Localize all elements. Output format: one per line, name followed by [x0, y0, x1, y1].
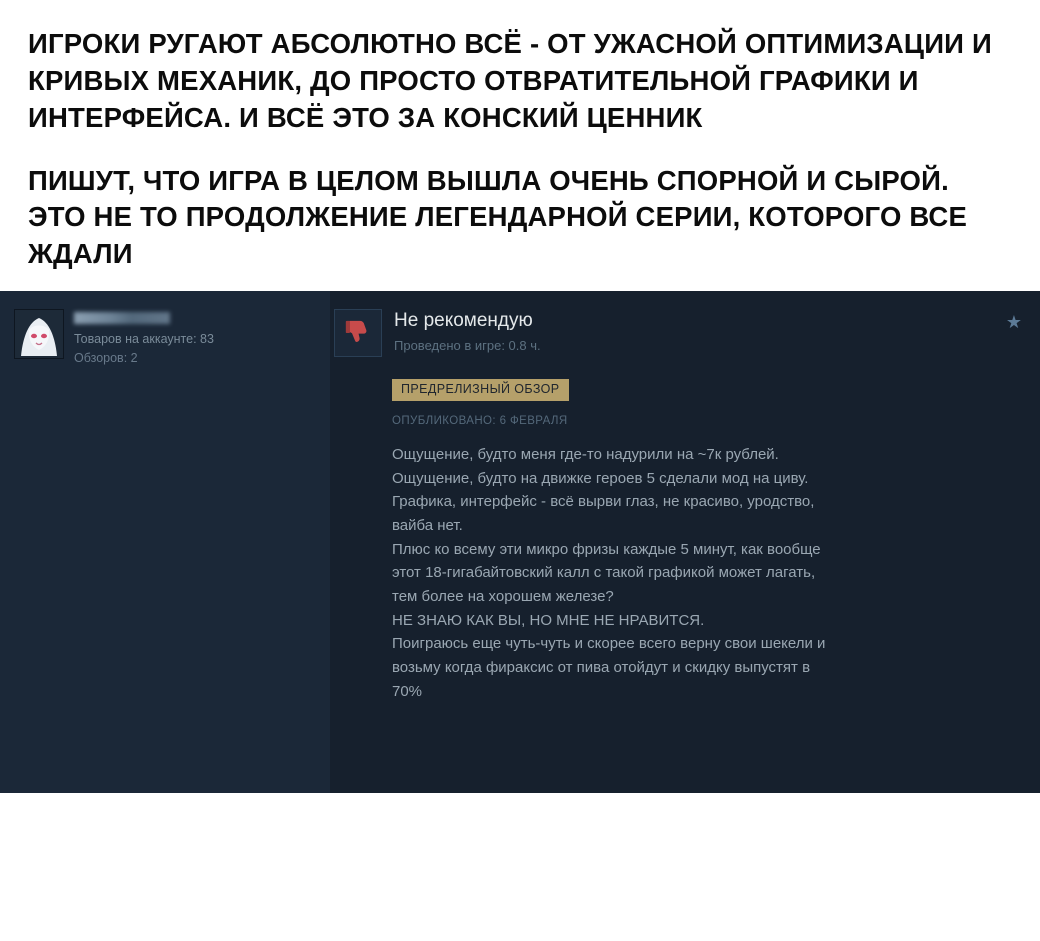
- user-meta: [74, 309, 214, 368]
- review-line: Ощущение, будто на движке героев 5 сделали мод на циву.: [392, 469, 809, 487]
- products-count: Товаров на аккаунте: 83: [74, 332, 214, 347]
- steam-review-card: [0, 291, 1040, 793]
- reviews-count: Обзоров: 2: [74, 350, 138, 365]
- review-body: [392, 443, 992, 704]
- review-line: этот 18-гигабайтовский калл с такой графикой может лагать,: [392, 564, 816, 582]
- caption-block: [0, 0, 1040, 291]
- favorite-star-icon[interactable]: ★: [1005, 312, 1022, 333]
- thumbs-down-icon: [334, 309, 382, 357]
- avatar[interactable]: [14, 309, 64, 359]
- verdict-title: Не рекомендую: [394, 310, 533, 332]
- caption-paragraph-1: ИГРОКИ РУГАЮТ АБСОЛЮТНО ВСЁ - ОТ УЖАСНОЙ ОПТИМИЗАЦИИ И КРИВЫХ МЕХАНИК, ДО ПРОСТО ОТВРАТИТЕЛЬНОЙ ГРАФИКИ И ИНТЕРФЕЙСА. И ВСЁ ЭТО ЗА КОНСКИЙ ЦЕННИК: [28, 28, 992, 133]
- verdict-text: [394, 309, 541, 353]
- published-date: ОПУБЛИКОВАНО: 6 ФЕВРАЛЯ: [392, 414, 568, 427]
- review-line: 70%: [392, 682, 423, 700]
- prerelease-badge: ПРЕДРЕЛИЗНЫЙ ОБЗОР: [392, 379, 569, 401]
- review-line: Поиграюсь еще чуть-чуть и скорее всего верну свои шекели и: [392, 635, 826, 653]
- thumbs-down-glyph-icon: [343, 318, 373, 348]
- verdict-row: [334, 309, 1006, 357]
- review-user-panel: [0, 291, 330, 793]
- review-line: вайба нет.: [392, 516, 463, 534]
- review-line: Ощущение, будто меня где-то надурили на ~7к рублей.: [392, 445, 779, 463]
- review-line: Графика, интерфейс - всё вырви глаз, не красиво, уродство,: [392, 493, 815, 511]
- review-line: Плюс ко всему эти микро фризы каждые 5 минут, как вообще: [392, 540, 821, 558]
- review-line: возьму когда фираксис от пива отойдут и скидку выпустят в: [392, 659, 811, 676]
- review-content-panel: [330, 291, 1040, 793]
- review-line: тем более на хорошем железе?: [392, 587, 614, 605]
- review-line: НЕ ЗНАЮ КАК ВЫ, НО МНЕ НЕ НРАВИТСЯ.: [392, 611, 705, 629]
- avatar-artwork-icon: [15, 310, 63, 358]
- caption-paragraph-2: ПИШУТ, ЧТО ИГРА В ЦЕЛОМ ВЫШЛА ОЧЕНЬ СПОРНОЙ И СЫРОЙ. ЭТО НЕ ТО ПРОДОЛЖЕНИЕ ЛЕГЕНДАРНОЙ СЕРИИ, КОТОРОГО ВСЕ ЖДАЛИ: [28, 164, 968, 270]
- playtime-label: Проведено в игре: 0.8 ч.: [394, 337, 541, 353]
- user-row: [14, 309, 316, 368]
- username-censored[interactable]: [74, 312, 170, 324]
